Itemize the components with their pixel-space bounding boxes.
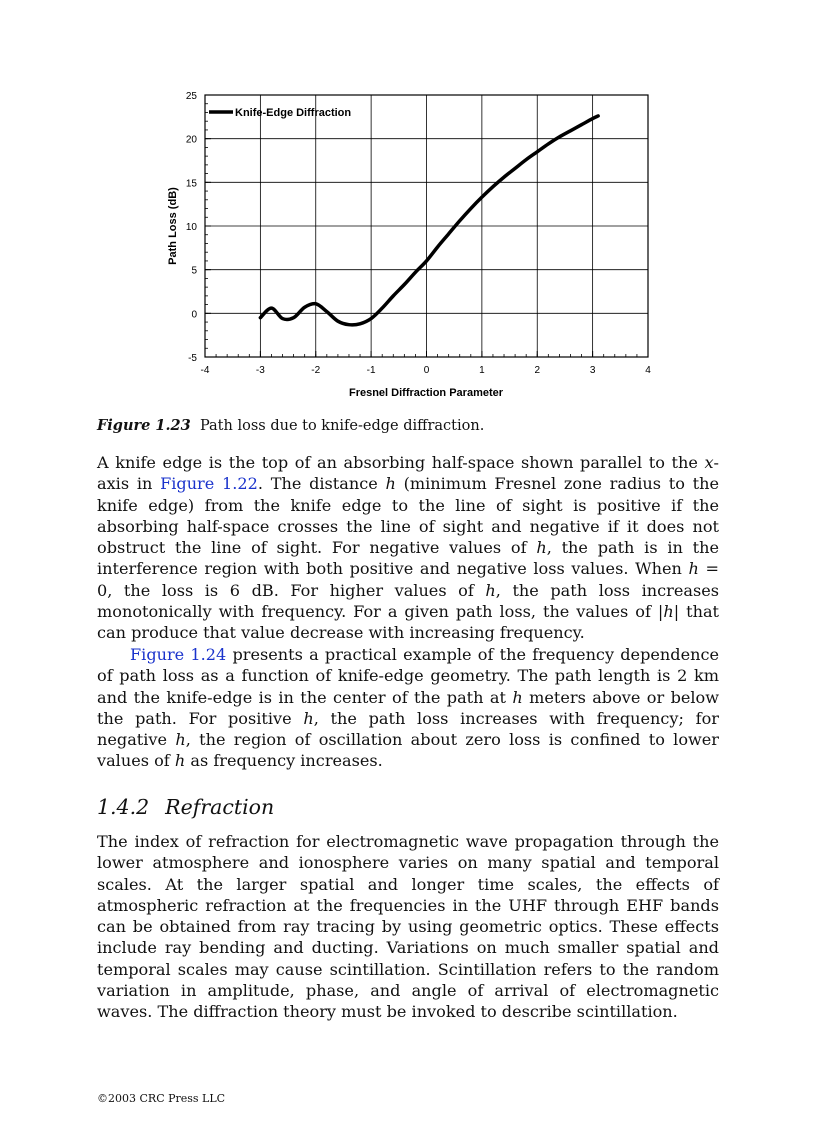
chart-grid: [205, 95, 648, 357]
x-tick-label: 4: [645, 365, 651, 376]
x-tick-label: -2: [311, 365, 321, 376]
section-heading-refraction: [97, 795, 274, 819]
section-number: 1.4.2: [97, 795, 150, 819]
y-tick-label: 25: [185, 91, 197, 102]
paragraph-frequency-dependence: Figure 1.24 presents a practical example of the frequency dependence of path loss as a function of knife-edge geometry. The path length is 2 km and the knife-edge is in the center of the path at h meters above or below the path. For positive h, the path loss increases with frequency; for negative h, the region of oscillation about zero loss is confined to lower values of h as frequency increases.: [97, 645, 720, 771]
knife-edge-diffraction-line: [260, 116, 598, 325]
y-tick-label: 20: [185, 134, 197, 146]
y-tick-label: 0: [191, 309, 197, 321]
y-axis-title: Path Loss (dB): [167, 187, 179, 265]
paragraph-refraction: The index of refraction for electromagnetic wave propagation through the lower atmosphere and ionosphere varies on many spatial and temporal scales. At the larger spatial and longer time scales, the effects of atmospheric refraction at the frequencies in the UHF through EHF bands can be obtained from ray tracing by using geometric optics. These effects include ray bending and ducting. Variations on much smaller spatial and temporal scales may cause scintillation. Scintillation refers to the random variation in amplitude, phase, and angle of arrival of electromagnetic waves. The diffraction theory must be invoked to describe scintillation.: [97, 832, 719, 1022]
x-tick-label: 3: [589, 365, 596, 376]
y-tick-label: 5: [191, 265, 197, 277]
y-tick-label: 10: [185, 222, 197, 233]
x-tick-label: -1: [366, 365, 376, 376]
legend-label: Knife-Edge Diffraction: [235, 107, 352, 119]
figure-1-24-link[interactable]: Figure 1.24: [130, 645, 227, 664]
figure-1-22-link[interactable]: Figure 1.22: [160, 474, 258, 494]
figure-caption-text: Path loss due to knife-edge diffraction.: [199, 418, 485, 434]
y-tick-label: 15: [185, 178, 197, 190]
copyright-footer: ©2003 CRC Press LLC: [97, 1092, 226, 1105]
x-tick-label: 0: [423, 365, 430, 376]
x-tick-label: 2: [534, 365, 541, 376]
x-tick-labels: [201, 365, 652, 376]
x-axis-title: Fresnel Diffraction Parameter: [348, 387, 504, 399]
y-tick-label: -5: [188, 353, 197, 364]
x-tick-label: -4: [200, 365, 210, 376]
paragraph-knife-edge: A knife edge is the top of an absorbing half-space shown parallel to the x-axis in Figure 1.22. The distance h (minimum Fresnel zone radius to the knife edge) from the knife edge to the line of sight is positive if the absorbing half-space crosses the line of sight and negative if it does not obstruct the line of sight. For negative values of h, the path is in the interference region with both positive and negative loss values. When h = 0, the loss is 6 dB. For higher values of h, the path loss increases monotonically with frequency. For a given path loss, the values of |h| that can produce that value decrease with increasing frequency.: [97, 453, 720, 643]
figure-caption: [97, 416, 737, 436]
x-tick-label: 1: [479, 365, 485, 376]
y-tick-labels: [186, 91, 198, 364]
x-tick-label: -3: [255, 365, 265, 376]
knife-edge-chart: [160, 84, 680, 404]
figure-caption-label: Figure 1.23: [97, 417, 191, 434]
section-title: Refraction: [165, 795, 275, 819]
